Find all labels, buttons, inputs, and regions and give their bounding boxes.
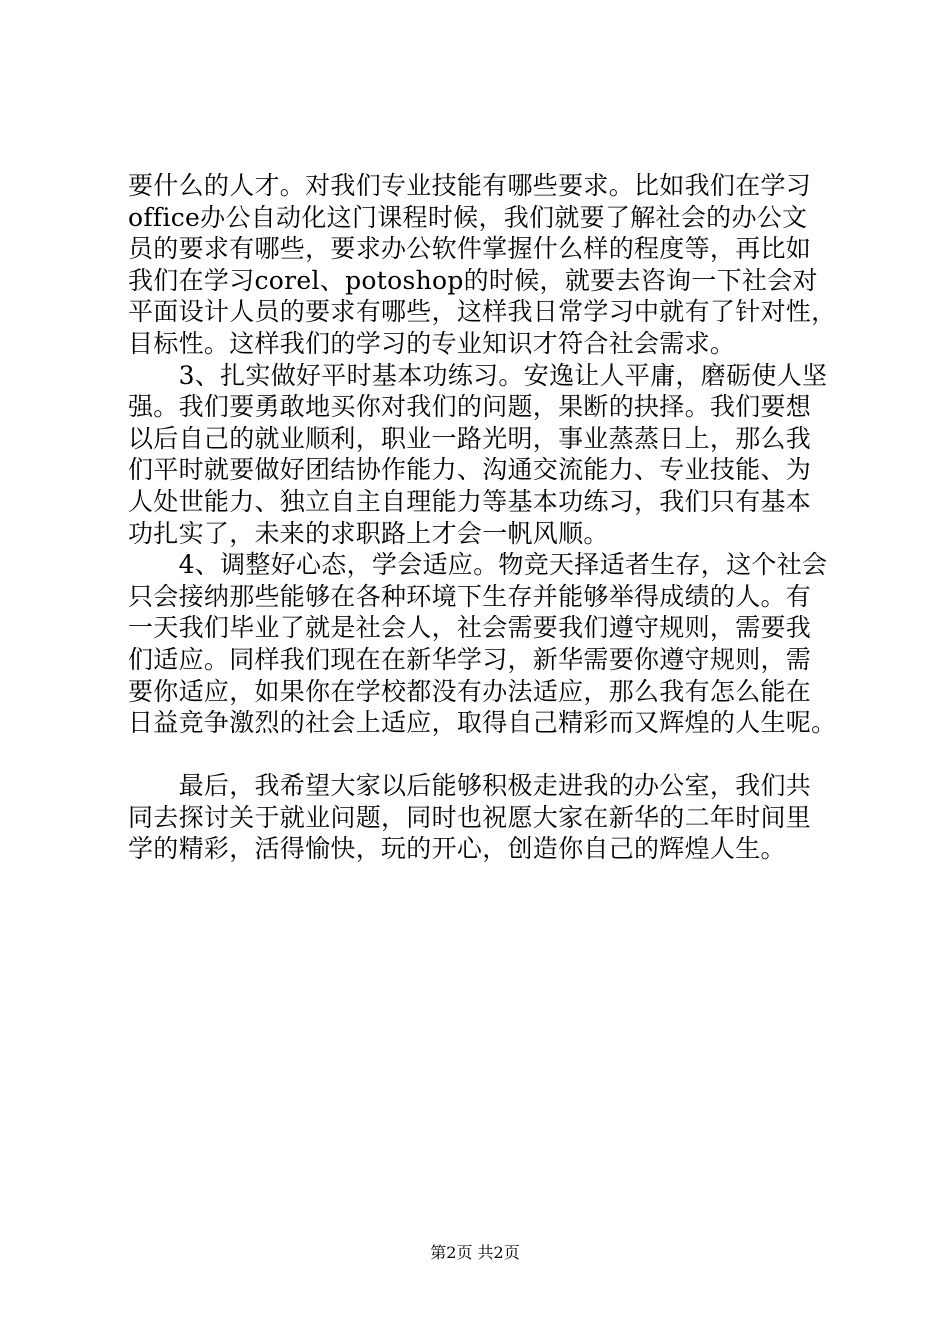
- text-line: 日益竞争激烈的社会上适应，取得自己精彩而又辉煌的人生呢。: [128, 708, 837, 738]
- text-line: 人处世能力、独立自主自理能力等基本功练习，我们只有基本: [128, 486, 812, 516]
- paragraph-gap: [128, 739, 858, 771]
- text-line: 4、调整好心态，学会适应。物竞天择适者生存，这个社会: [128, 550, 828, 580]
- text-line: 只会接纳那些能够在各种环境下生存并能够举得成绩的人。有: [128, 581, 812, 611]
- text-line: 一天我们毕业了就是社会人，社会需要我们遵守规则，需要我: [128, 613, 812, 643]
- text-line: 们适应。同样我们现在在新华学习，新华需要你遵守规则，需: [128, 644, 812, 674]
- text-line: 们平时就要做好团结协作能力、沟通交流能力、专业技能、为: [128, 455, 812, 485]
- text-line: 3、扎实做好平时基本功练习。安逸让人平庸，磨砺使人坚: [128, 360, 828, 390]
- text-line: 以后自己的就业顺利，职业一路光明，事业蒸蒸日上，那么我: [128, 423, 812, 453]
- text-line: 目标性。这样我们的学习的专业知识才符合社会需求。: [128, 328, 736, 358]
- text-line: 功扎实了，未来的求职路上才会一帆风顺。: [128, 518, 609, 548]
- document-body: [128, 170, 858, 865]
- closing-line: 学的精彩，活得愉快，玩的开心，创造你自己的辉煌人生。: [128, 834, 786, 864]
- text-line: 我们在学习corel、potoshop的时候，就要去咨询一下社会对: [128, 265, 818, 295]
- text-line: 要什么的人才。对我们专业技能有哪些要求。比如我们在学习: [128, 171, 812, 200]
- closing-line: 最后，我希望大家以后能够积极走进我的办公室，我们共: [128, 771, 812, 801]
- text-line: 要你适应，如果你在学校都没有办法适应，那么我有怎么能在: [128, 676, 812, 706]
- text-line: 员的要求有哪些，要求办公软件掌握什么样的程度等，再比如: [128, 234, 812, 264]
- text-line: 强。我们要勇敢地买你对我们的问题，果断的抉择。我们要想: [128, 392, 812, 422]
- text-line: office办公自动化这门课程时候，我们就要了解社会的办公文: [128, 202, 808, 232]
- closing-line: 同去探讨关于就业问题，同时也祝愿大家在新华的二年时间里: [128, 802, 812, 832]
- text-line: 平面设计人员的要求有哪些，这样我日常学习中就有了针对性，: [128, 297, 837, 327]
- page-footer: 第2页 共2页: [430, 1243, 520, 1262]
